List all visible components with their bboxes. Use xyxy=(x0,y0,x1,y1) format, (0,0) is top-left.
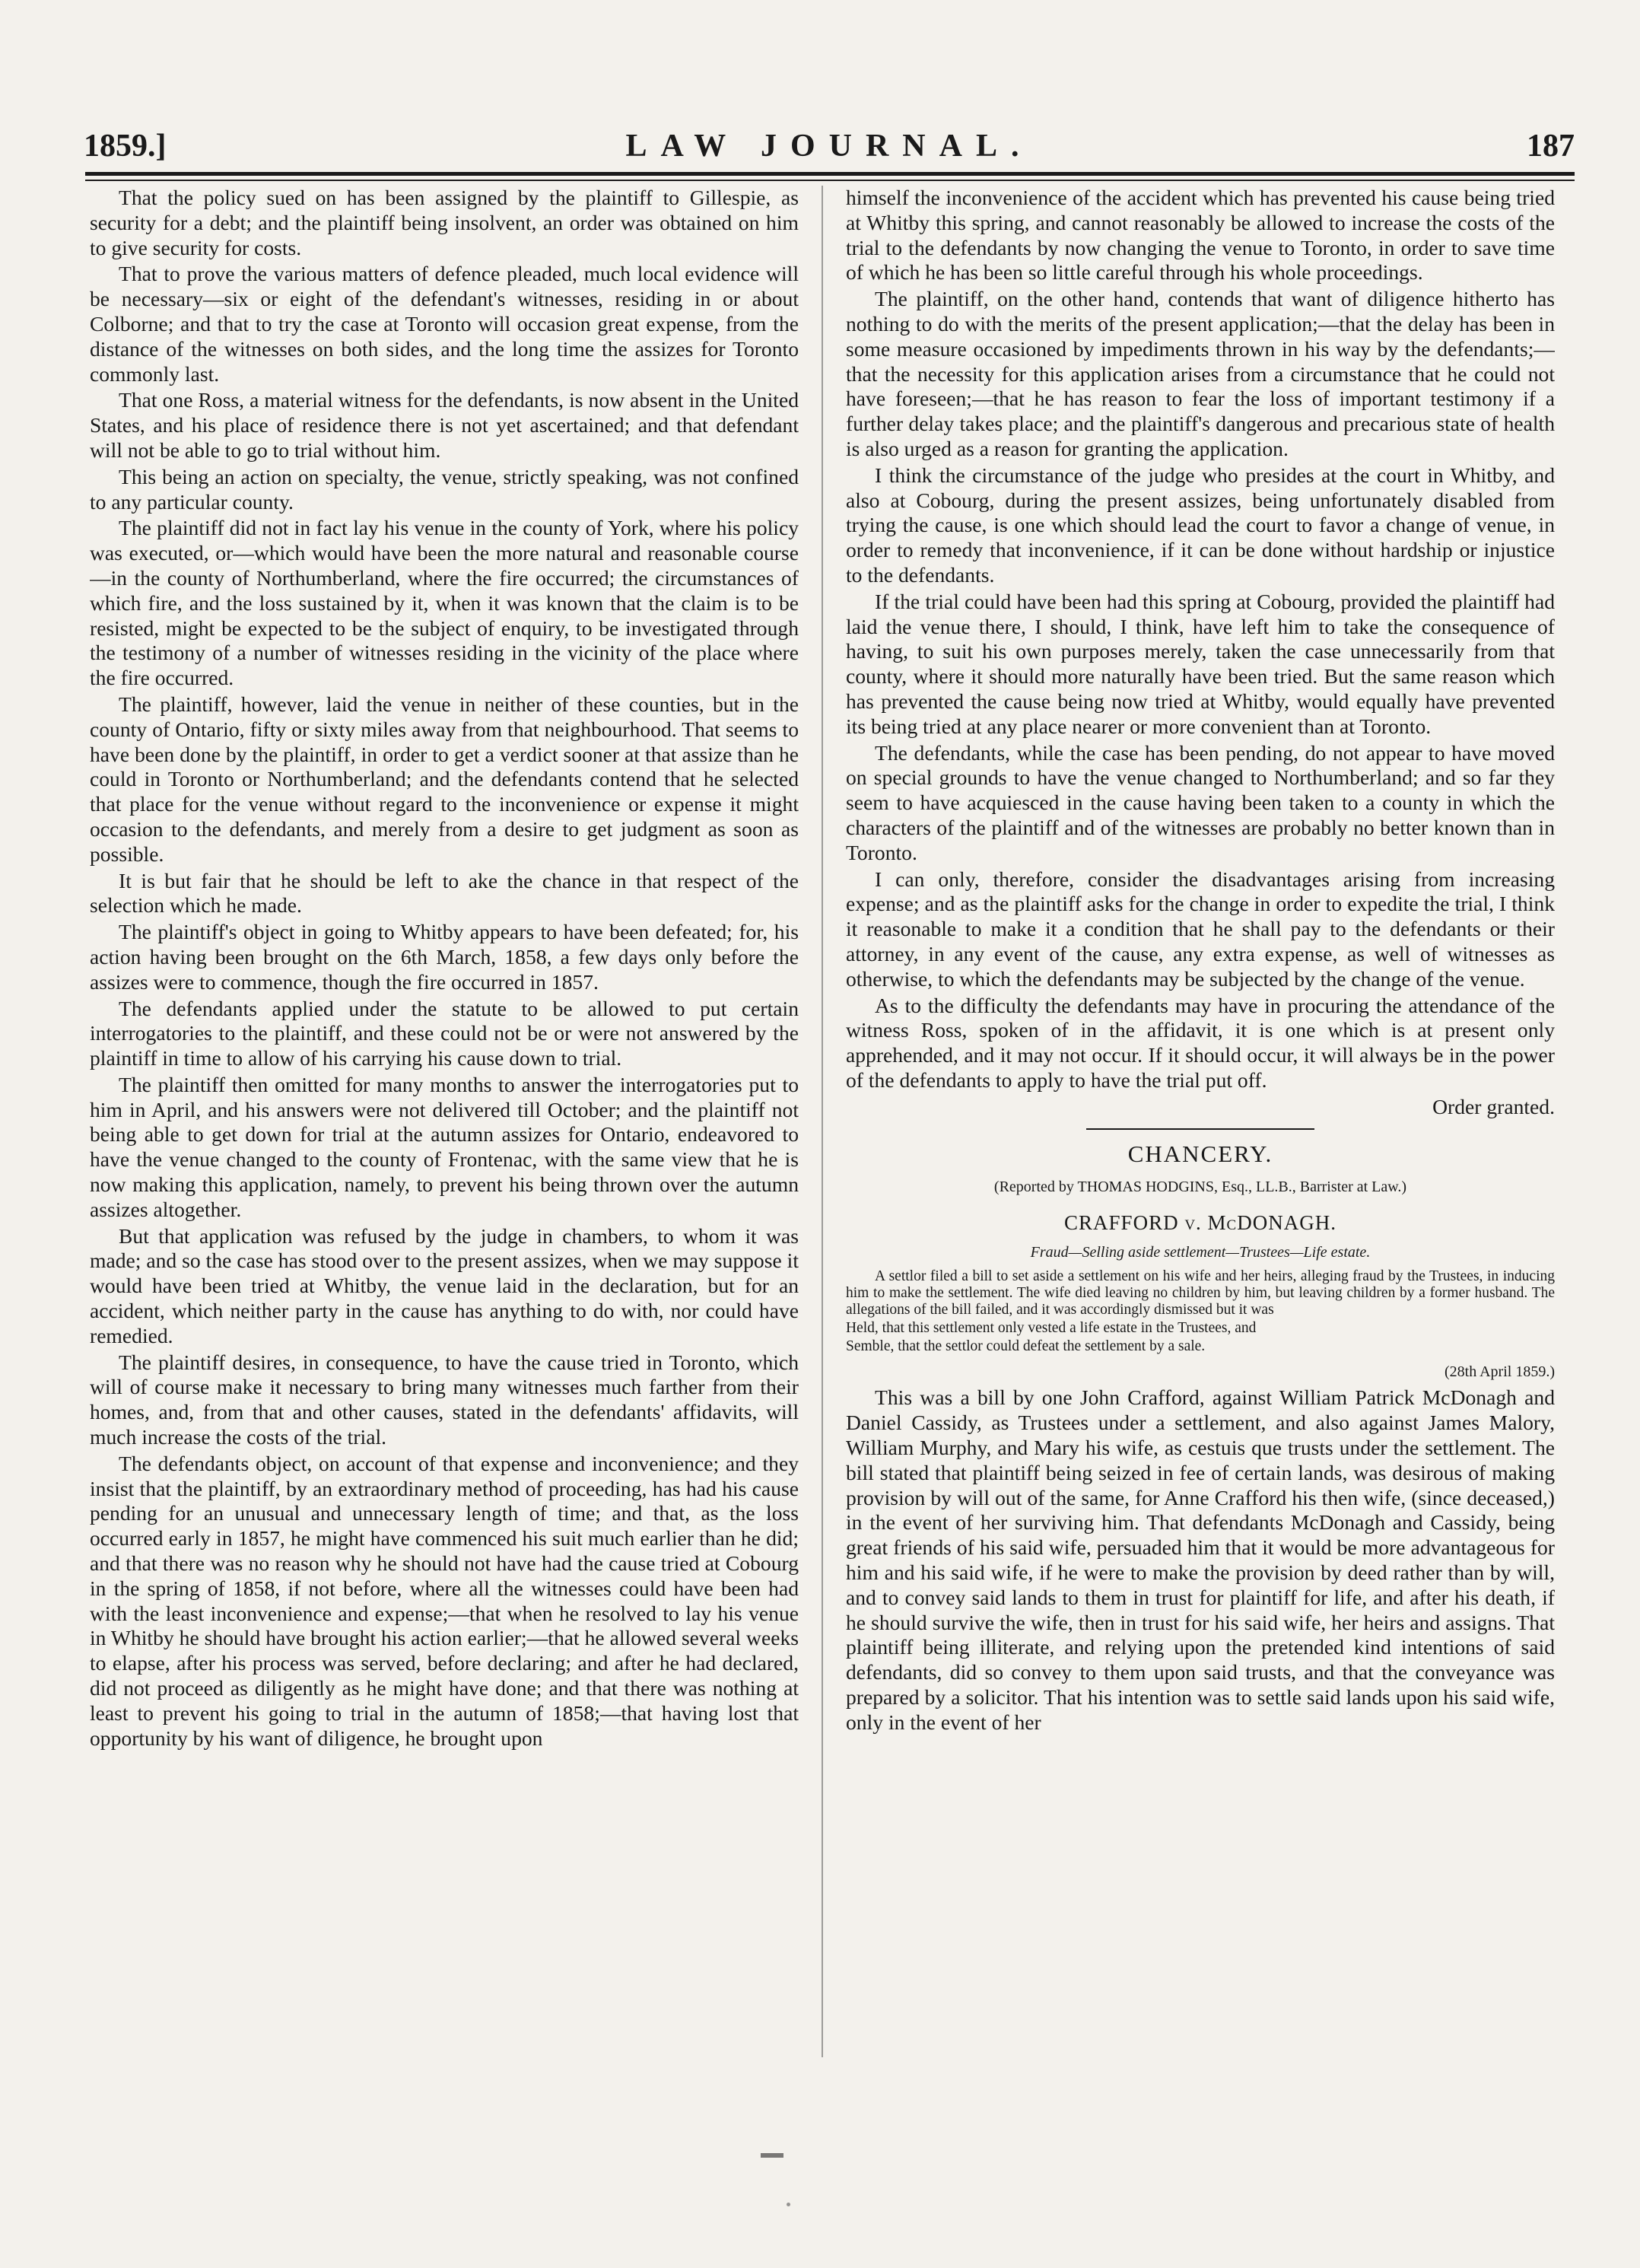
header-year: 1859.] xyxy=(84,129,167,164)
left-column xyxy=(90,186,799,2088)
paragraph: This being an action on specialty, the venue, strictly speaking, was not confined to any particular county. xyxy=(90,464,799,514)
paragraph: This was a bill by one John Crafford, against William Patrick McDonagh and Daniel Cassidy, as Trustees under a settlement, and also against James Malory, William Murphy, and Mary his wife, as cestuis que trusts under the settlement. The bill stated that plaintiff being seized in fee of certain lands, was desirous of making provision by will out of the same, for Anne Crafford his then wife, (since deceased,) in the event of her surviving him. That defendants McDonagh and Cassidy, being great friends of his said wife, persuaded him that it would be more advantageous for him and his said wife, if he were to make the provision by deed rather than by will, and to convey said lands to them in trust for plaintiff for life, and after his death, if he should survive the wife, then in trust for his said wife, her heirs and assigns. That plaintiff being illiterate, and relying upon the pretended kind intentions of said defendants, did so convey to them upon said trusts, and that the conveyance was prepared by a solicitor. That his intention was to settle said lands upon his said wife, only in the event of her xyxy=(846,1385,1555,1734)
header-rule-thin xyxy=(85,180,1575,181)
paragraph: The defendants, while the case has been pending, do not appear to have moved on special grounds to have the venue changed to Northumberland; and so far they seem to have acquiesced in the cause having been taken to a county in which the characters of the plaintiff and of the witnesses are probably no better known than in Toronto. xyxy=(846,740,1555,864)
paragraph: The defendants object, on account of that expense and inconvenience; and they insist that the plaintiff, by an extraordinary method of proceeding, has had his cause pending for an unusual and unnecessary length of time; and that, as the loss occurred early in 1857, he might have commenced his suit much earlier than he did; and that there was no reason why he should not have had the cause tried at Cobourg in the spring of 1858, if not before, where all the witnesses could have been had with the least inconvenience and expense;—that when he resolved to lay his venue in Whitby he should have brought his action earlier;—that he allowed several weeks to elapse, after his process was served, before declaring; and after he had declared, did not proceed as diligently as he might have done; and that there was nothing at least to prevent his going to trial in the autumn of 1858;—that having lost that opportunity by his want of diligence, he brought upon xyxy=(90,1451,799,1750)
paragraph: The defendants applied under the statute to be allowed to put certain interrogatories to the plaintiff, and these could not be or were not answered by the plaintiff in time to allow of his carrying his cause down to trial. xyxy=(90,996,799,1070)
reporter-line: (Reported by THOMAS HODGINS, Esq., LL.B., Barrister at Law.) xyxy=(993,1179,1407,1196)
paragraph: himself the inconvenience of the accident which has prevented his cause being tried at Whitby this spring, and cannot reasonably be allowed to increase the costs of the trial to the defendants by now changing the venue to Toronto, in order to save time of which he has been so little careful through his whole proceedings. xyxy=(846,186,1555,285)
print-mark xyxy=(761,2153,783,2158)
paragraph: The plaintiff desires, in consequence, to have the cause tried in Toronto, which will of course make it necessary to bring many witnesses much farther from their homes, and, from that and other causes, stated in the defendants' affidavits, will much increase the costs of the trial. xyxy=(90,1350,799,1449)
paragraph: I can only, therefore, consider the disadvantages arising from increasing expense; and as the plaintiff asks for the change in order to expedite the trial, I think it reasonable to make it a condition that he shall pay to the defendants or their attorney, in any event of the cause, any extra expense, as well of witnesses as otherwise, to which the defendants may be subjected by the change of the venue. xyxy=(846,867,1555,991)
paragraph: The plaintiff did not in fact lay his venue in the county of York, where his policy was executed, or—which would have been the more natural and reasonable course—in the county of Northumberland, where the fire occurred; the circumstances of which fire, and the loss sustained by it, when it was known that the claim is to be resisted, might be expected to be the subject of enquiry, to be investigated through the testimony of a number of witnesses residing in the vicinity of the place where the fire occurred. xyxy=(90,516,799,690)
paragraph: If the trial could have been had this spring at Cobourg, provided the plaintiff had laid the venue there, I should, I think, have left him to take the consequence of having, to suit his own purposes merely, taken the case unnecessarily from that county, where it should more naturally have been tried. But the same reason which has prevented the cause being now tried at Whitby, would equally have prevented its being tried at any place nearer or more convenient than at Toronto. xyxy=(846,589,1555,738)
paragraph: That the policy sued on has been assigned by the plaintiff to Gillespie, as security for a debt; and the plaintiff being insolvent, an order was obtained on him to give security for costs. xyxy=(90,186,799,259)
running-head xyxy=(84,128,1575,177)
decision-date: (28th April 1859.) xyxy=(1445,1363,1555,1380)
order-granted: Order granted. xyxy=(1432,1094,1555,1118)
headnote-title: Fraud—Selling aside settlement—Trustees—Life estate. xyxy=(1030,1243,1371,1261)
order-line xyxy=(846,1095,1555,1120)
paragraph: As to the difficulty the defendants may have in procuring the attendance of the witness Ross, spoken of in the affidavit, it is one which is at present only apprehended, and it may not occur. If it should occur, it will always be in the power of the defendants to apply to have the trial put off. xyxy=(846,993,1555,1092)
paragraph: The plaintiff then omitted for many months to answer the interrogatories put to him in April, and his answers were not delivered till October; and the plaintiff not being able to get down for trial at the autumn assizes for Ontario, endeavored to have the venue changed to the county of Frontenac, with the same view that he is now making this application, namely, to prevent his being thrown over the autumn assizes altogether. xyxy=(90,1072,799,1221)
right-column xyxy=(846,186,1555,2088)
headnote: A settlor filed a bill to set aside a settlement on his wife and her heirs, alleging fraud by the Trustees, in inducing him to make the settlement. The wife died leaving no children by him, but leaving children by a former husband. The allegations of the bill failed, and it was accordingly dismissed but it was xyxy=(846,1268,1555,1318)
headnote: Semble, that the settlor could defeat the settlement by a sale. xyxy=(846,1338,1206,1354)
section-title: CHANCERY. xyxy=(1127,1140,1273,1168)
column-divider xyxy=(822,186,823,2057)
paragraph: The plaintiff's object in going to Whitby appears to have been defeated; for, his action having been brought on the 6th March, 1858, a few days only before the assizes were to commence, though the fire occurred in 1857. xyxy=(90,920,799,994)
paragraph: That one Ross, a material witness for the defendants, is now absent in the United States, and his place of residence there is not yet ascertained; and that defendant will not be able to go to trial without him. xyxy=(90,388,799,462)
section-rule xyxy=(1086,1128,1314,1130)
paragraph: That to prove the various matters of defence pleaded, much local evidence will be necessary—six or eight of the defendant's witnesses, residing in or about Colborne; and that to try the case at Toronto will occasion great expense, from the distance of the witnesses on both sides, and the long time the assizes for Toronto commonly last. xyxy=(90,262,799,386)
print-mark xyxy=(787,2203,790,2206)
paragraph: It is but fair that he should be left to ake the chance in that respect of the selection which he made. xyxy=(90,868,799,918)
paragraph: The plaintiff, however, laid the venue in neither of these counties, but in the county of Ontario, fifty or sixty miles away from that neighbourhood. That seems to have been done by the plaintiff, in order to get a verdict sooner at that assize than he could in Toronto or Northumberland; and the defendants contend that he selected that place for the venue without regard to the inconvenience or expense it might occasion to the defendants, and merely from a desire to get judgment as soon as possible. xyxy=(90,692,799,866)
page-number: 187 xyxy=(1527,129,1575,164)
journal-title: LAW JOURNAL. xyxy=(625,129,1033,164)
paragraph: I think the circumstance of the judge who presides at the court in Whitby, and also at Cobourg, during the present assizes, being unfortunately disabled from trying the cause, is one which should lead the court to favor a change of venue, in order to remedy that inconvenience, if it can be done without hardship or injustice to the defendants. xyxy=(846,463,1555,587)
headnote: Held, that this settlement only vested a life estate in the Trustees, and xyxy=(846,1319,1257,1336)
paragraph: But that application was refused by the judge in chambers, to whom it was made; and so the case has stood over to the present assizes, when we may suppose it would have been tried at Whitby, the venue laid in the declaration, but for an accident, which neither party in the cause has anything to do with, nor could have remedied. xyxy=(90,1223,799,1347)
header-rule-thick xyxy=(85,172,1575,176)
case-title: CRAFFORD v. McDONAGH. xyxy=(1064,1211,1336,1235)
paragraph: The plaintiff, on the other hand, contends that want of diligence hitherto has nothing to do with the merits of the present application;—that the delay has been in some measure occasioned by impediments thrown in his way by the defendants;—that the necessity for this application arises from a circumstance that he could not have foreseen;—that he has reason to fear the loss of important testimony if a further delay takes place; and the plaintiff's dangerous and precarious state of health is also urged as a reason for granting the application. xyxy=(846,287,1555,460)
